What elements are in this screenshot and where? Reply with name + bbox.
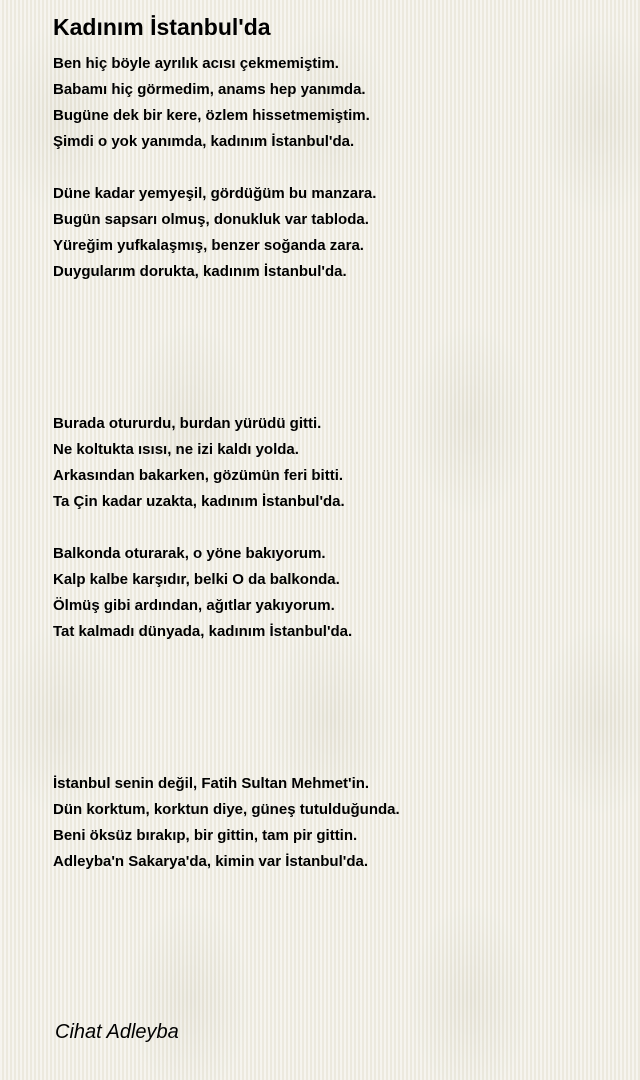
poem-line: Yüreğim yufkalaşmış, benzer soğanda zara. [53, 237, 364, 254]
poem-title: Kadınım İstanbul'da [53, 14, 271, 40]
stanza-4 [53, 541, 352, 645]
poem-line: Arkasından bakarken, gözümün feri bitti. [53, 467, 344, 484]
poem-line: Şimdi o yok yanımda, kadınım İstanbul'da. [53, 133, 355, 150]
poem-line: Tat kalmadı dünyada, kadınım İstanbul'da. [53, 623, 353, 640]
stanza-3 [53, 411, 345, 515]
stanza-2 [53, 181, 376, 285]
poem-line: Düne kadar yemyeşil, gördüğüm bu manzara. [53, 185, 377, 202]
poem-line: Bugün sapsarı olmuş, donukluk var tabloda. [53, 211, 369, 228]
poem-line: Balkonda oturarak, o yöne bakıyorum. [53, 545, 326, 562]
poem-line: Ben hiç böyle ayrılık acısı çekmemiştim. [53, 55, 339, 72]
poem-line: Ölmüş gibi ardından, ağıtlar yakıyorum. [53, 597, 335, 614]
poem-line: Kalp kalbe karşıdır, belki O da balkonda. [53, 571, 340, 588]
poem-line: Duygularım dorukta, kadınım İstanbul'da. [53, 263, 347, 280]
poem-line: Bugüne dek bir kere, özlem hissetmemiştim. [53, 107, 370, 124]
poem-line: Babamı hiç görmedim, anams hep yanımda. [53, 81, 366, 98]
stanza-5 [53, 771, 400, 875]
poem-line: Beni öksüz bırakıp, bir gittin, tam pir gittin. [53, 827, 358, 844]
stanza-1 [53, 51, 370, 155]
poem-author: Cihat Adleyba [55, 1021, 179, 1043]
poem-line: Dün korktum, korktun diye, güneş tutulduğunda. [53, 801, 400, 818]
poem-line: Burada otururdu, burdan yürüdü gitti. [53, 415, 322, 432]
poem-line: Adleyba'n Sakarya'da, kimin var İstanbul'da. [53, 853, 368, 870]
poem-line: Ta Çin kadar uzakta, kadınım İstanbul'da. [53, 493, 345, 510]
poem-line: İstanbul senin değil, Fatih Sultan Mehmet'in. [53, 775, 370, 792]
poem-line: Ne koltukta ısısı, ne izi kaldı yolda. [53, 441, 299, 458]
